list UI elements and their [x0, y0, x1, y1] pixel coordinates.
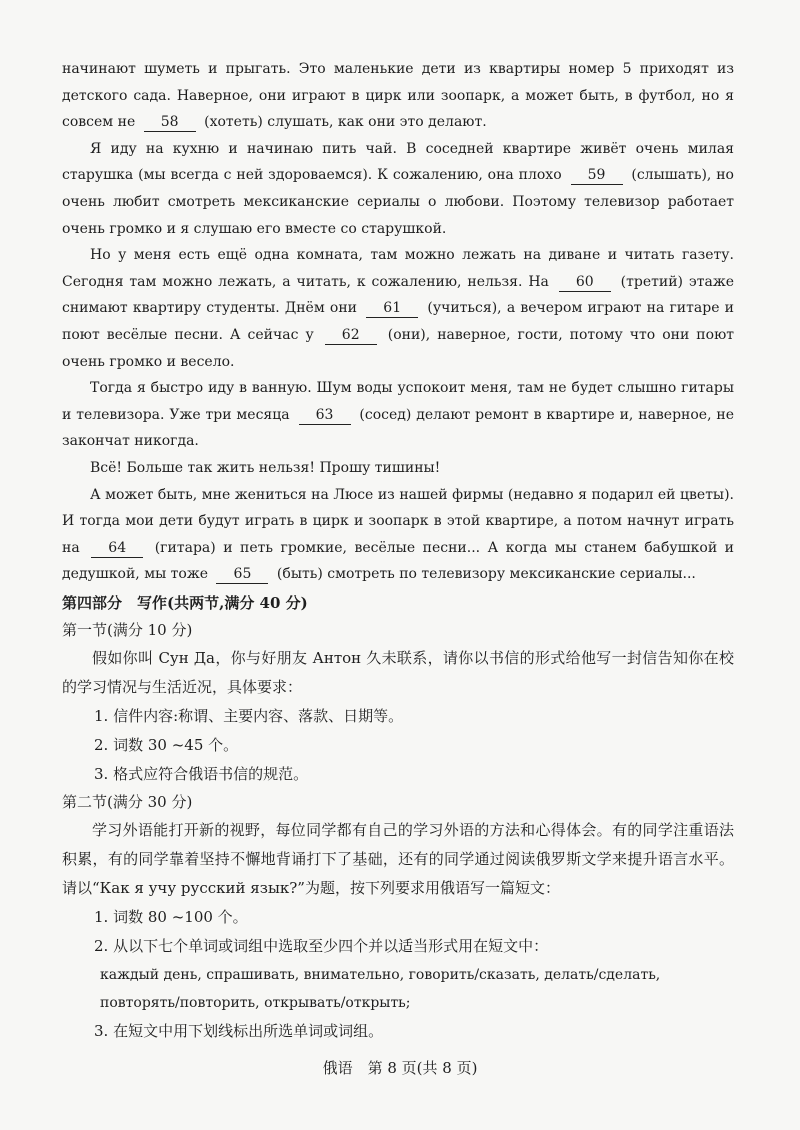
blank-64: 64 — [91, 539, 143, 558]
page-footer: 俄语 第 8 页(共 8 页) — [322, 1059, 478, 1077]
section2-title: 第二节(满分 30 分) — [62, 792, 193, 811]
blank-63: 63 — [299, 406, 351, 425]
section1-item-2: 2. 词数 30 ~45 个。 — [94, 735, 239, 754]
blank-61: 61 — [366, 299, 418, 318]
passage-paragraph-6: А может быть, мне жениться на Люсе из нашей фирмы (недавно я подарил ей цветы). И тогда мои дети будут играть в цирк и зоопарк в этой квартире, а потом начнут играть на 64 (гитара) и петь громкие, весёлые песни... А когда мы станем бабушкой и дедушкой, мы тоже 65 (быть) смотреть по телевизору мексиканские сериалы... — [62, 486, 735, 583]
section1-item-3: 3. 格式应符合俄语书信的规范。 — [94, 764, 309, 783]
passage-paragraph-3: Но у меня есть ещё одна комната, там можно лежать на диване и читать газету. Сегодня там можно лежать, а читать, к сожалению, нельзя. На 60 (третий) этаже снимают квартиру студенты. Днём они 61 (учиться), а вечером играют на гитаре и поют весёлые песни. А сейчас у 62 (они), наверное, гости, потому что они поют очень громко и весело. — [62, 247, 734, 370]
passage-paragraph-2: Я иду на кухню и начинаю пить чай. В соседней квартире живёт очень милая старушка (мы всегда с ней здороваемся). К сожалению, она плохо 59 (слышать), но очень любит смотреть мексиканские сериалы о любови. Поэтому телевизор работает очень громко и я слушаю его вместе со старушкой. — [62, 140, 734, 237]
blank-65: 65 — [216, 565, 268, 584]
section2-item-3: 3. 在短文中用下划线标出所选单词或词组。 — [94, 1021, 384, 1040]
blank-62: 62 — [325, 326, 377, 345]
section1-prompt: 假如你叫 Сун Да，你与好朋友 Антон 久未联系，请你以书信的形式给他写一封信告知你在校的学习情况与生活近况，具体要求： — [62, 648, 734, 696]
passage-paragraph-4: Тогда я быстро иду в ванную. Шум воды успокоит меня, там не будет слышно гитары и телевизора. Уже три месяца 63 (сосед) делают ремонт в квартире и, наверное, не закончат никогда. — [62, 380, 735, 450]
blank-58: 58 — [144, 113, 196, 132]
section2-prompt: 学习外语能打开新的视野，每位同学都有自己的学习外语的方法和心得体会。有的同学注重语法积累，有的同学靠着坚持不懈地背诵打下了基础，还有的同学通过阅读俄罗斯文学来提升语言水平。请以“Как я учу русский язык?”为题，按下列要求用俄语写一篇短文： — [62, 820, 734, 897]
passage-paragraph-5: Всё! Больше так жить нельзя! Прошу тишины! — [90, 459, 441, 476]
section2-item-1: 1. 词数 80 ~100 个。 — [94, 907, 248, 926]
part4-title: 第四部分 写作(共两节,满分 40 分) — [62, 593, 308, 612]
section1-title: 第一节(满分 10 分) — [62, 620, 193, 639]
blank-60: 60 — [559, 273, 611, 292]
section1-item-1: 1. 信件内容:称谓、主要内容、落款、日期等。 — [94, 706, 404, 725]
blank-59: 59 — [571, 166, 623, 185]
passage-paragraph-1: начинают шуметь и прыгать. Это маленькие дети из квартиры номер 5 приходят из детского сада. Наверное, они играют в цирк или зоопарк, а может быть, в футбол, но я совсем не 58 (хотеть) слушать, как они это делают. — [62, 61, 734, 131]
section2-word-list: каждый день, спрашивать, внимательно, говорить/сказать, делать/сделать, повторять/повторить, открывать/открыть; — [100, 966, 661, 1011]
section2-item-2: 2. 从以下七个单词或词组中选取至少四个并以适当形式用在短文中： — [94, 936, 549, 955]
